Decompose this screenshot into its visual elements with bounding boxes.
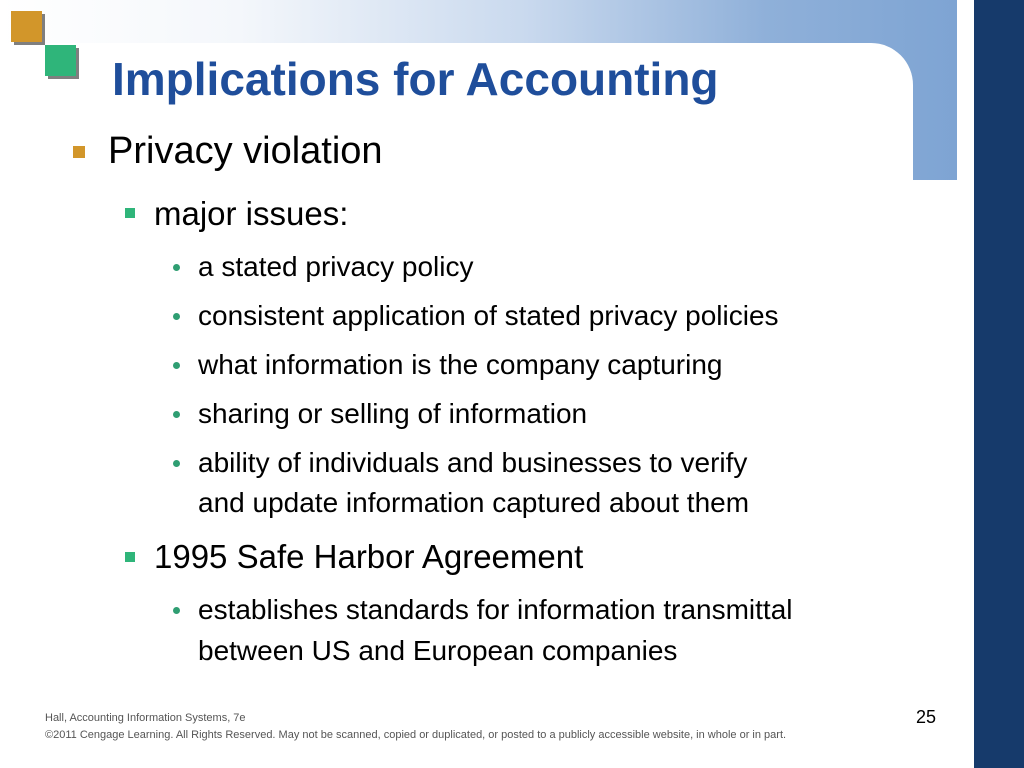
- page-number: 25: [916, 707, 937, 727]
- footer-copyright: ©2011 Cengage Learning. All Rights Reserved. May not be scanned, copied or duplicated, or posted to a publicly accessible website, in whole or in part.: [45, 729, 787, 741]
- level3-bullet-icon: [173, 264, 180, 271]
- level2-bullet-icon: [125, 208, 135, 218]
- level2-item-safe-harbor: 1995 Safe Harbor Agreement: [154, 538, 584, 575]
- level1-bullet-icon: [73, 146, 85, 158]
- level3-item: establishes standards for information transmittal: [198, 594, 793, 625]
- level3-item: consistent application of stated privacy policies: [198, 300, 779, 331]
- level3-bullet-icon: [173, 607, 180, 614]
- right-sidebar-bar: [974, 0, 1024, 768]
- level3-item: ability of individuals and businesses to verify: [198, 447, 748, 478]
- level3-bullet-icon: [173, 460, 180, 467]
- level3-bullet-icon: [173, 362, 180, 369]
- level3-bullet-icon: [173, 313, 180, 320]
- level3-item: sharing or selling of information: [198, 398, 588, 429]
- level3-item-continuation: between US and European companies: [198, 635, 678, 666]
- slide-title: Implications for Accounting: [112, 53, 719, 105]
- level3-bullet-icon: [173, 411, 180, 418]
- level2-item-major-issues: major issues:: [154, 195, 349, 232]
- level2-bullet-icon: [125, 552, 135, 562]
- orange-square-decoration: [11, 11, 42, 42]
- level1-item-privacy-violation: Privacy violation: [108, 130, 383, 172]
- level3-item: what information is the company capturing: [198, 349, 723, 380]
- green-square-decoration: [45, 45, 76, 76]
- level3-item-continuation: and update information captured about them: [198, 487, 750, 518]
- level3-item: a stated privacy policy: [198, 251, 474, 282]
- footer-citation: Hall, Accounting Information Systems, 7e: [45, 712, 246, 724]
